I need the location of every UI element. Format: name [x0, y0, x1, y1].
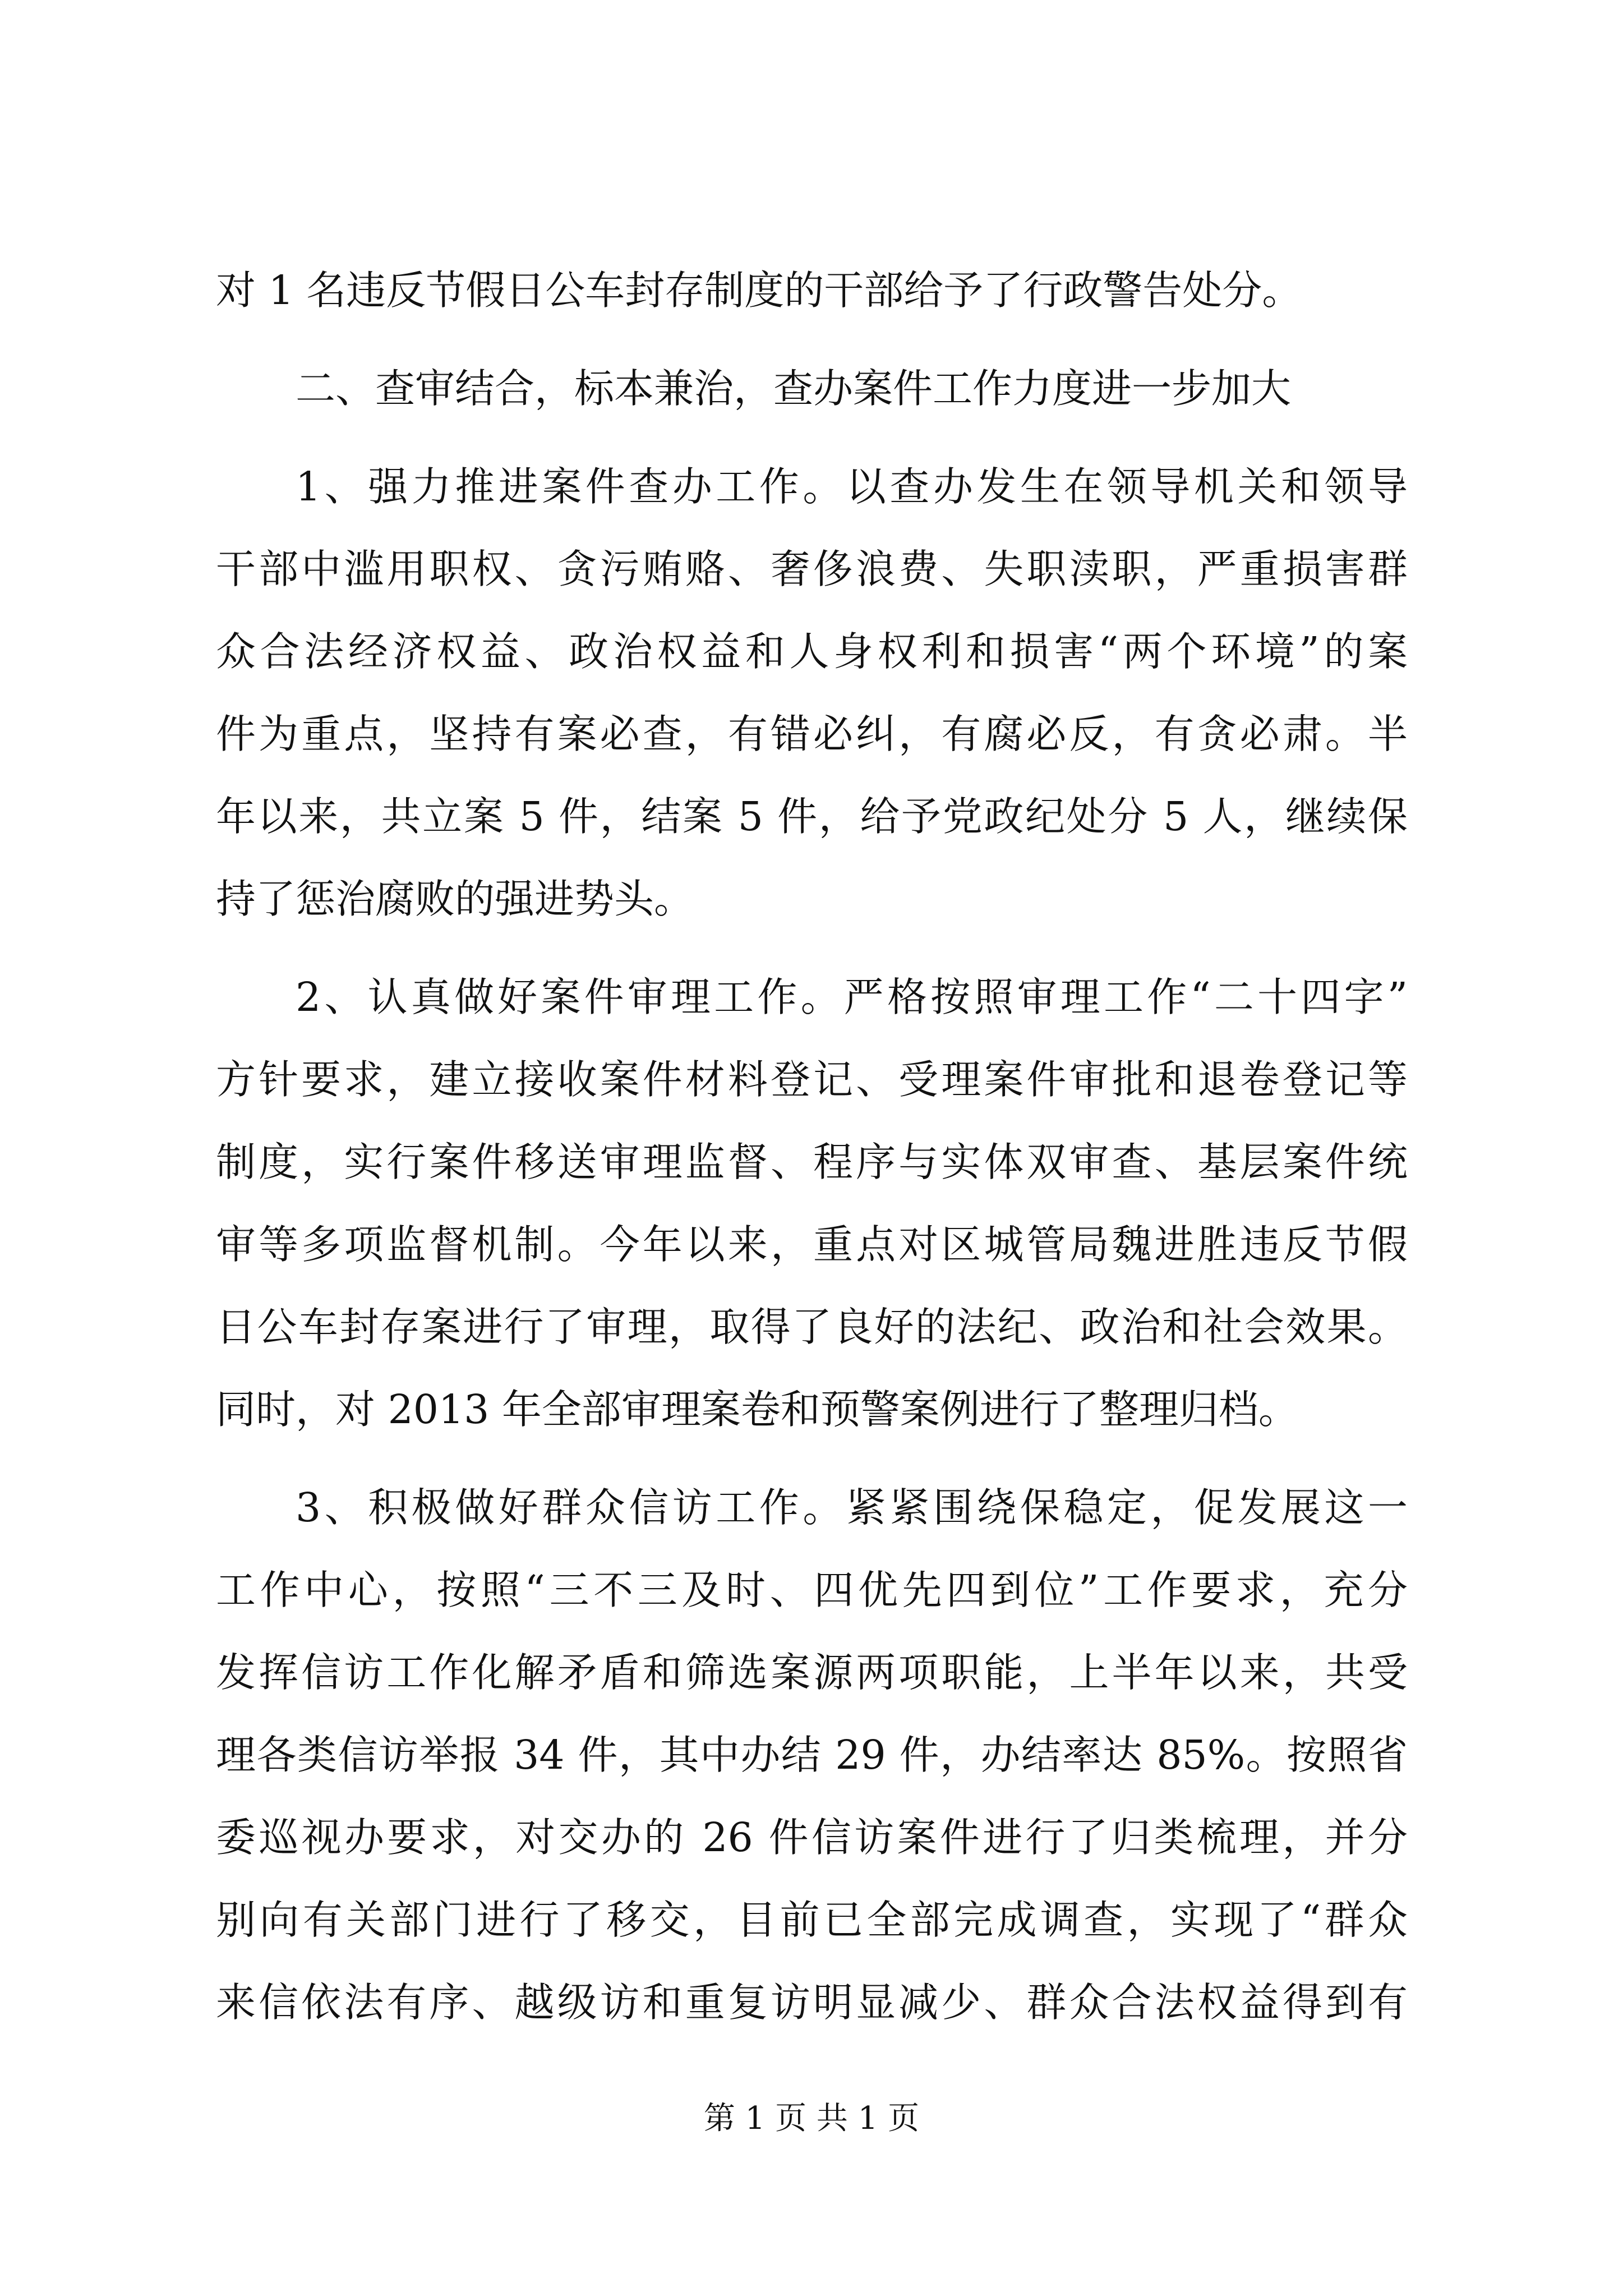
paragraph-line: 来信依法有序、越级访和重复访明显减少、群众合法权益得到有 — [216, 1979, 1408, 2026]
paragraph-line: 2、认真做好案件审理工作。严格按照审理工作“二十四字” — [296, 974, 1408, 1020]
paragraph-line: 持了惩治腐败的强进势头。 — [216, 876, 694, 922]
paragraph-gap — [216, 954, 1408, 969]
paragraph-gap — [216, 345, 1408, 361]
paragraph-line: 别向有关部门进行了移交，目前已全部完成调查，实现了“群众 — [216, 1897, 1408, 1943]
paragraph-line: 1、强力推进案件查办工作。以查办发生在领导机关和领导 — [296, 463, 1408, 510]
paragraph-gap — [216, 1464, 1408, 1480]
document-body — [216, 263, 1408, 2057]
paragraph-line: 3、积极做好群众信访工作。紧紧围绕保稳定，促发展这一 — [296, 1484, 1408, 1531]
paragraph-line: 同时，对 2013 年全部审理案卷和预警案例进行了整理归档。 — [216, 1386, 1298, 1433]
paragraph-line: 众合法经济权益、政治权益和人身权利和损害“两个环境”的案 — [216, 628, 1408, 675]
paragraph-line: 干部中滥用职权、贪污贿赂、奢侈浪费、失职渎职，严重损害群 — [216, 546, 1408, 592]
paragraph-line: 发挥信访工作化解矛盾和筛选案源两项职能，上半年以来，共受 — [216, 1649, 1408, 1696]
paragraph-line: 方针要求，建立接收案件材料登记、受理案件审批和退卷登记等 — [216, 1056, 1408, 1103]
paragraph-line: 日公车封存案进行了审理，取得了良好的法纪、政治和社会效果。 — [216, 1304, 1408, 1350]
section-heading: 二、查审结合，标本兼治，查办案件工作力度进一步加大 — [296, 365, 1292, 412]
paragraph-line: 委巡视办要求，对交办的 26 件信访案件进行了归类梳理，并分 — [216, 1814, 1408, 1861]
paragraph-line: 工作中心，按照“三不三及时、四优先四到位”工作要求，充分 — [216, 1567, 1408, 1613]
paragraph-line: 件为重点，坚持有案必查，有错必纠，有腐必反，有贪必肃。半 — [216, 711, 1408, 757]
paragraph-line: 制度，实行案件移送审理监督、程序与实体双审查、基层案件统 — [216, 1139, 1408, 1185]
page-number-footer: 第 1 页 共 1 页 — [703, 2100, 920, 2137]
paragraph-line: 理各类信访举报 34 件，其中办结 29 件，办结率达 85%。按照省 — [216, 1732, 1408, 1778]
paragraph-line: 年以来，共立案 5 件，结案 5 件，给予党政纪处分 5 人，继续保 — [216, 793, 1408, 840]
paragraph-line: 审等多项监督机制。今年以来，重点对区城管局魏进胜违反节假 — [216, 1221, 1408, 1268]
paragraph-line: 对 1 名违反节假日公车封存制度的干部给予了行政警告处分。 — [216, 267, 1302, 314]
paragraph-gap — [216, 443, 1408, 459]
